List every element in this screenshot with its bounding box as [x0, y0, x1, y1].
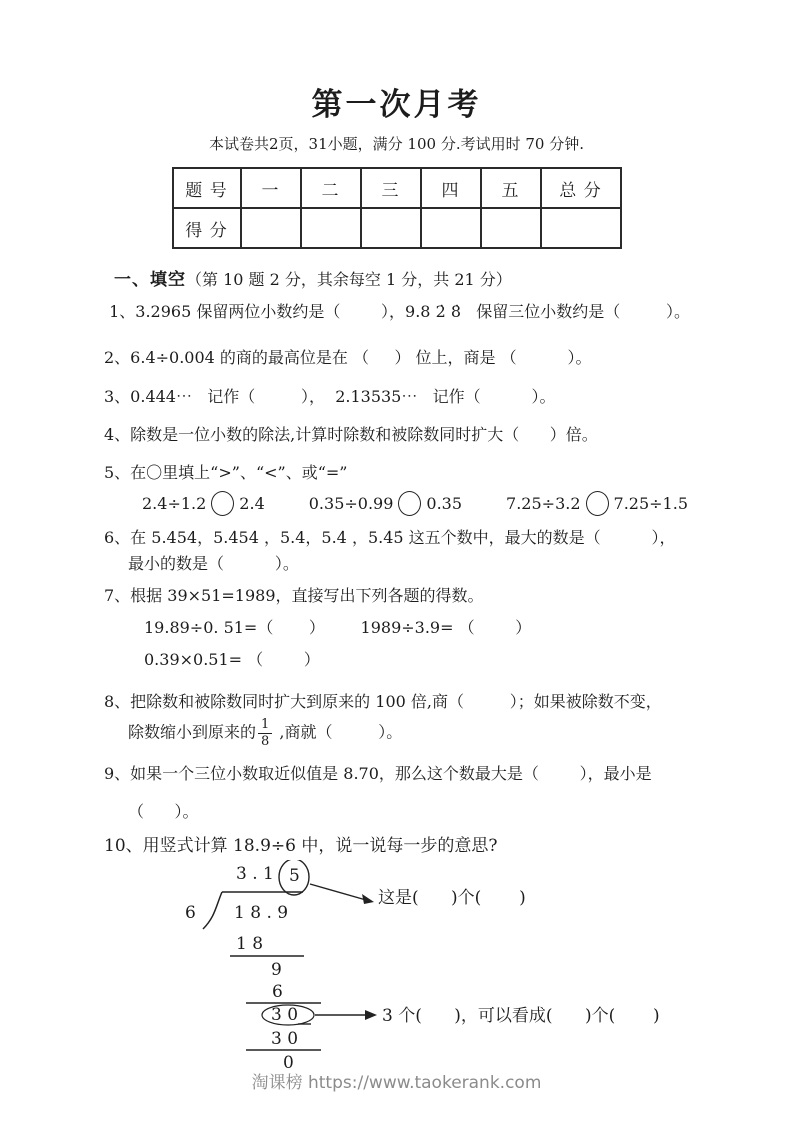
question-8-line1: 8、把除数和被除数同时扩大到原来的 100 倍,商（ ）；如果被除数不变， [104, 692, 662, 711]
question-6-line2: 最小的数是（ ）。 [128, 554, 299, 573]
score-empty-cell [481, 208, 541, 248]
answer-circle [398, 491, 421, 516]
question-7-line2: 0.39×0.51= （ ） [144, 650, 320, 669]
question-8-line2 [128, 718, 714, 748]
comparison-left: 7.25÷3.2 [506, 494, 581, 513]
comparison-right: 0.35 [426, 494, 463, 513]
comparison-right: 7.25÷1.5 [613, 494, 688, 513]
question-7-line1: 19.89÷0. 51=（ ） 1989÷3.9= （ ） [144, 618, 532, 637]
comparison-right: 2.4 [239, 494, 265, 513]
division-step-30: 3 0 [271, 1029, 299, 1050]
division-step-30-circled: 3 0 [271, 1005, 299, 1026]
question-3: 3、0.444⋯ 记作（ ）， 2.13535⋯ 记作（ ）。 [104, 387, 556, 406]
score-table-header-cell: 五 [481, 168, 541, 208]
score-table-header-cell: 一 [241, 168, 301, 208]
question-8-line2-post: ,商就（ ）。 [274, 722, 403, 742]
score-table-header-cell: 三 [361, 168, 421, 208]
division-divisor: 6 [185, 903, 196, 924]
division-quotient-circled-digit: 5 [289, 866, 300, 887]
section-1-heading-points: （第 10 题 2 分，其余每空 1 分，共 21 分） [186, 270, 512, 289]
score-table-header-cell: 总 分 [541, 168, 621, 208]
score-empty-cell [541, 208, 621, 248]
question-10: 10、用竖式计算 18.9÷6 中，说一说每一步的意思? [104, 836, 498, 857]
comparison-left: 2.4÷1.2 [142, 494, 207, 513]
comparison-item [309, 491, 462, 516]
fraction-one-eighth [258, 718, 272, 748]
division-annotation-1: 这是( )个( ) [378, 888, 526, 909]
fraction-denominator: 8 [261, 733, 270, 749]
score-label-cell: 得 分 [173, 208, 241, 248]
question-7: 7、根据 39×51=1989，直接写出下列各题的得数。 [104, 586, 484, 605]
division-step-6: 6 [272, 982, 283, 1003]
comparison-item [506, 491, 688, 516]
fraction-numerator: 1 [258, 718, 272, 734]
question-5-comparisons [142, 491, 714, 516]
division-remainder: 0 [283, 1053, 294, 1074]
answer-circle [211, 491, 234, 516]
question-9-line1: 9、如果一个三位小数取近似值是 8.70，那么这个数最大是（ ），最小是 [104, 764, 652, 784]
site-watermark: 淘课榜 https://www.taokerank.com [251, 1073, 542, 1093]
division-step-9: 9 [271, 960, 282, 981]
question-1: 1、3.2965 保留两位小数约是（ ），9.8 2̇ 8̇ 保留三位小数约是（ ）。 [104, 302, 691, 321]
score-table-header-cell: 四 [421, 168, 481, 208]
question-9-line2: （ ）。 [128, 802, 199, 822]
score-table-header-cell: 题 号 [173, 168, 241, 208]
division-quotient: 3 . 1 [236, 864, 274, 885]
score-empty-cell [361, 208, 421, 248]
question-2: 2、6.4÷0.004 的商的最高位是在 （ ） 位上，商是 （ ）。 [104, 348, 592, 367]
answer-circle [586, 491, 609, 516]
score-empty-cell [421, 208, 481, 248]
question-4: 4、除数是一位小数的除法,计算时除数和被除数同时扩大（ ）倍。 [104, 425, 598, 444]
long-division-diagram [170, 860, 730, 1075]
page-title: 第一次月考 [311, 87, 482, 123]
section-1-heading-title: 一、填空 [114, 270, 186, 290]
section-1-heading [114, 265, 714, 290]
question-6-line1: 6、在 5.454，5.4̇54̇ ，5.4，5.4̇ ，5.4̇5̇ 这五个数中，最大的数是（ ）， [104, 528, 676, 547]
question-8-line2-pre: 除数缩小到原来的 [128, 722, 257, 742]
score-empty-cell [301, 208, 361, 248]
exam-body [104, 265, 714, 1075]
question-5: 5、在〇里填上“>”、“<”、或“=” [104, 463, 348, 482]
division-annotation-2: 3 个( )，可以看成( )个( ) [382, 1006, 660, 1027]
division-step-18: 1 8 [236, 934, 264, 955]
score-table [172, 167, 622, 249]
score-empty-cell [241, 208, 301, 248]
score-table-score-row [173, 208, 621, 248]
division-dividend: 1 8 . 9 [234, 903, 289, 924]
comparison-item [142, 491, 265, 516]
score-table-header-cell: 二 [301, 168, 361, 208]
exam-subtitle: 本试卷共2页，31小题，满分 100 分.考试用时 70 分钟. [209, 135, 584, 153]
comparison-left: 0.35÷0.99 [308, 494, 394, 513]
score-table-header-row [173, 168, 621, 208]
